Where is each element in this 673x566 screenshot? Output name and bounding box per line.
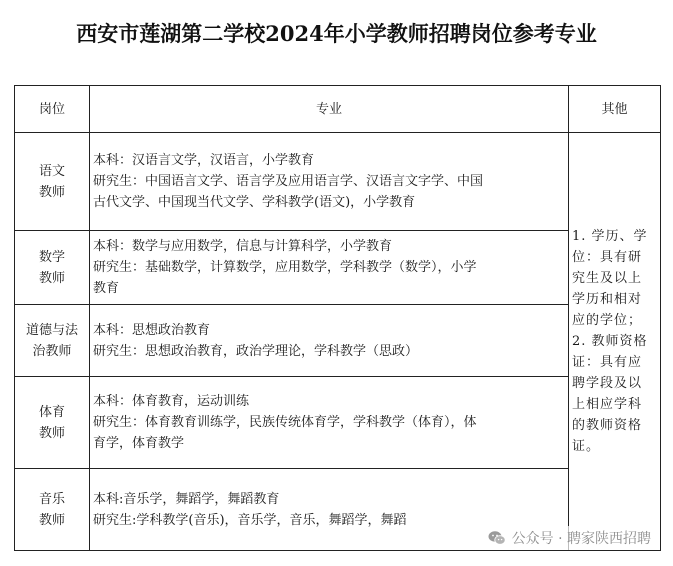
major-line: 研究生：基础数学，计算数学，应用数学，学科教学（数学），小学	[93, 260, 477, 275]
other-line: 1. 学历、学	[572, 229, 648, 244]
recruitment-table	[14, 85, 661, 551]
major-line: 本科：体育教育，运动训练	[93, 394, 250, 409]
major-cell	[90, 305, 569, 377]
table-row	[15, 377, 661, 469]
major-line: 本科：思想政治教育	[93, 322, 211, 338]
position-line: 教师	[38, 270, 65, 286]
other-line: 究生及以上	[572, 271, 643, 286]
major-line: 研究生：体育教育训练学，民族传统体育学，学科教学（体育），体	[93, 415, 477, 430]
position-line: 教师	[38, 512, 65, 528]
position-cell	[15, 133, 90, 231]
other-line: 上相应学科	[572, 397, 643, 412]
major-line: 研究生:学科教学(音乐)，音乐学，音乐，舞蹈学，舞蹈	[93, 512, 407, 528]
table-row	[15, 305, 661, 377]
position-line: 语文	[38, 163, 65, 179]
watermark-text: 公众号 · 聘家陕西招聘	[511, 531, 651, 547]
table-row	[15, 231, 661, 305]
wechat-icon	[488, 530, 506, 546]
major-line: 研究生：中国语言文学、语言学及应用语言学、汉语言文字学、中国	[93, 174, 484, 189]
major-line: 本科:音乐学，舞蹈学，舞蹈教育	[93, 491, 280, 507]
position-line: 治教师	[32, 343, 72, 359]
position-cell	[15, 231, 90, 305]
position-line: 道德与法	[25, 322, 78, 338]
major-line: 育学，体育教学	[93, 436, 185, 451]
page-title: 西安市莲湖第二学校2024年小学教师招聘岗位参考专业	[76, 21, 597, 46]
major-line: 本科：汉语言文学，汉语言，小学教育	[93, 153, 315, 168]
other-line: 聘学段及以	[572, 376, 643, 391]
major-line: 古代文学、中国现当代文学、学科教学(语文)，小学教育	[93, 195, 416, 210]
position-line: 数学	[38, 249, 65, 265]
other-line: 证：具有应	[572, 355, 643, 370]
other-line: 学历和相对	[572, 292, 643, 307]
position-cell	[15, 305, 90, 377]
major-line: 教育	[93, 281, 120, 296]
watermark	[484, 526, 655, 550]
major-cell	[90, 377, 569, 469]
other-line: 2. 教师资格	[572, 334, 648, 349]
major-line: 研究生：思想政治教育，政治学理论，学科教学（思政）	[93, 343, 419, 359]
position-line: 音乐	[38, 491, 65, 507]
other-line: 证。	[572, 439, 601, 454]
position-cell	[15, 469, 90, 551]
position-cell	[15, 377, 90, 469]
header-major: 专业	[90, 86, 569, 133]
position-line: 教师	[38, 184, 65, 200]
table-row	[15, 133, 661, 231]
table-header-row	[15, 86, 661, 133]
header-position: 岗位	[15, 86, 90, 133]
other-requirements-cell	[569, 133, 661, 551]
other-line: 的教师资格	[572, 418, 643, 433]
major-cell	[90, 231, 569, 305]
position-line: 体育	[38, 404, 65, 420]
other-line: 位：具有研	[572, 250, 643, 265]
other-line: 应的学位；	[572, 313, 643, 328]
major-cell	[90, 133, 569, 231]
major-line: 本科：数学与应用数学，信息与计算科学，小学教育	[93, 239, 393, 254]
position-line: 教师	[38, 425, 65, 441]
header-other: 其他	[569, 86, 661, 133]
